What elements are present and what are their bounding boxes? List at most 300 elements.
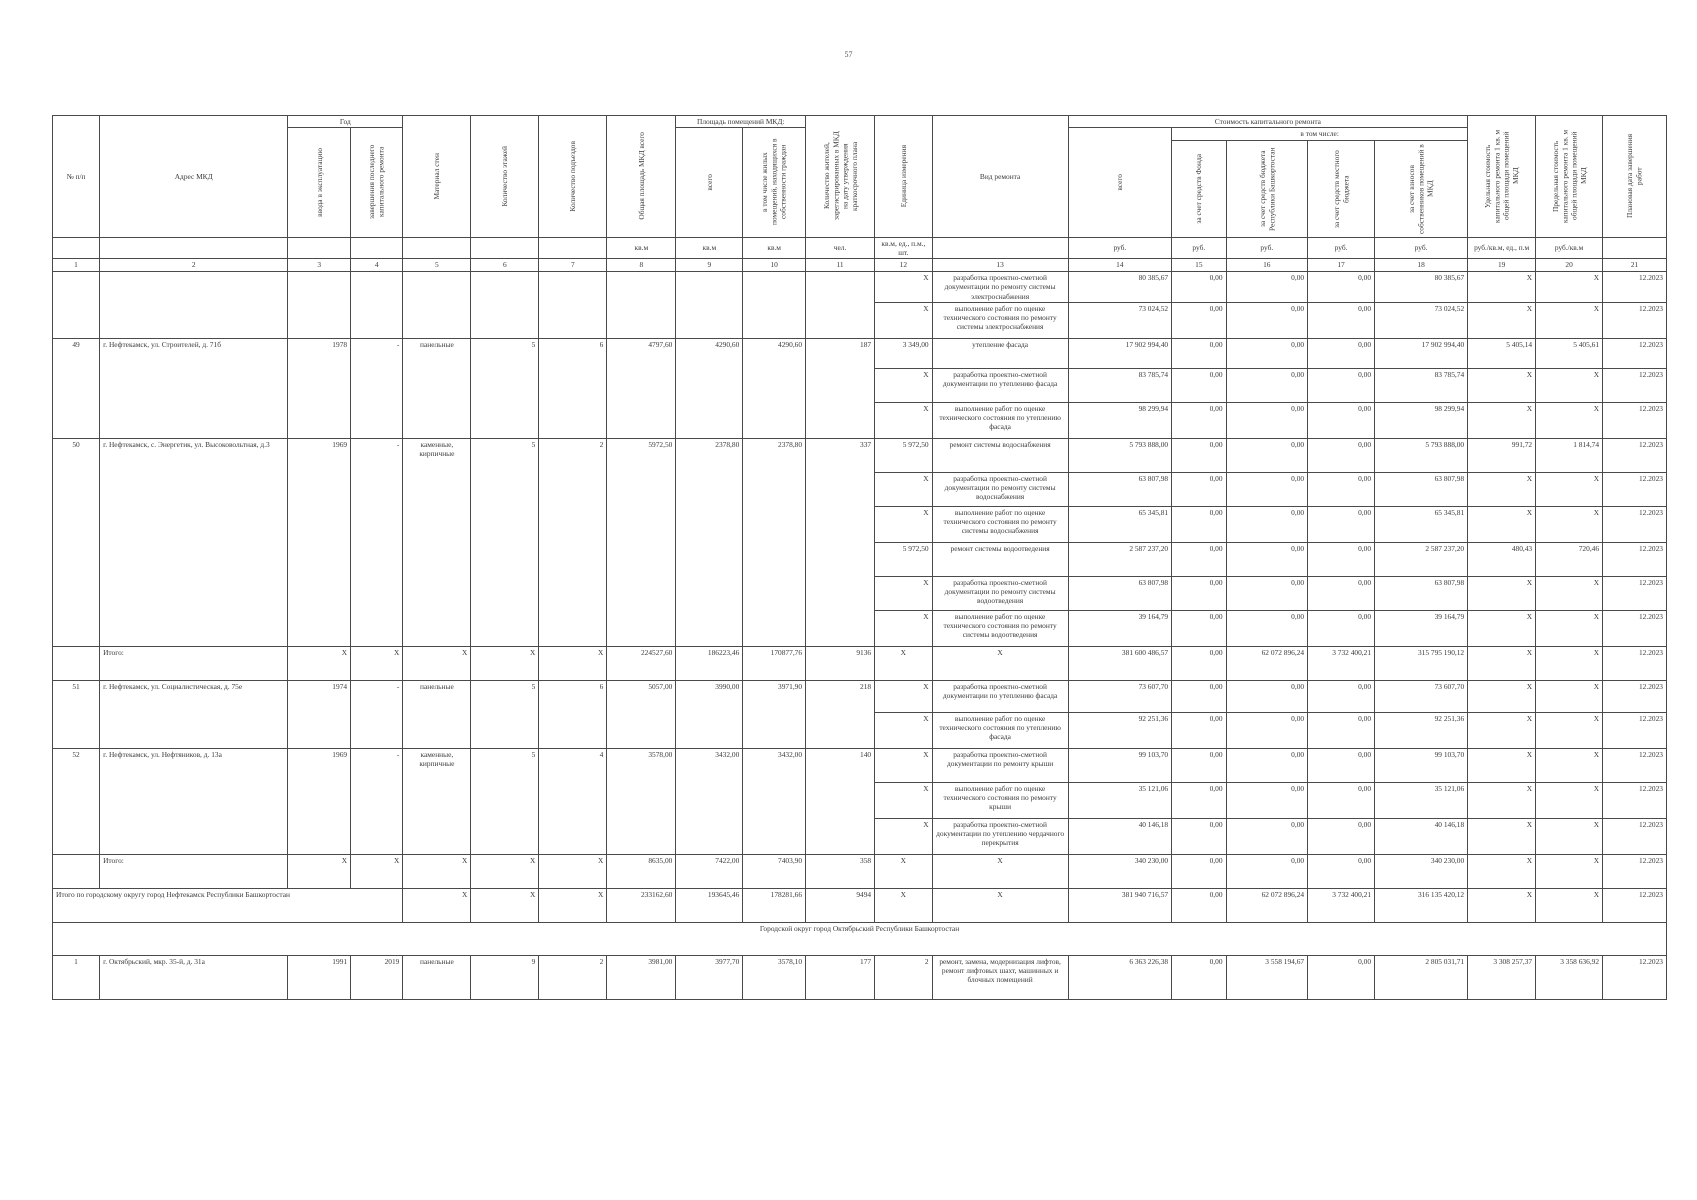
cost-republic: 0,00 [1226,302,1308,338]
unit-cell: руб. [1308,237,1375,259]
cost-total: 381 600 486,57 [1068,646,1172,680]
floors-count: X [471,888,539,922]
cost-owners: 315 795 190,12 [1375,646,1468,680]
cost-total: 340 230,00 [1068,854,1172,888]
unit-cost: X [1468,748,1536,782]
unit-cost: X [1468,782,1536,818]
column-number: 16 [1226,259,1308,272]
region-header-row [53,922,1667,955]
total-area: 5972,50 [607,438,676,646]
th-cost-fund: за счет средств Фонда [1194,153,1204,224]
unit-cost: X [1468,854,1536,888]
cost-republic: 3 558 194,67 [1226,955,1308,999]
max-cost: X [1536,302,1603,338]
repair-type: утепление фасада [932,338,1068,368]
column-number: 13 [932,259,1068,272]
cost-republic: 0,00 [1226,542,1308,576]
cost-local: 0,00 [1308,576,1375,610]
cost-total: 5 793 888,00 [1068,438,1172,472]
column-number: 10 [743,259,806,272]
unit-cost: X [1468,818,1536,854]
cost-total: 2 587 237,20 [1068,542,1172,576]
premises-area: 186223,46 [676,646,743,680]
repair-type: выполнение работ по оценке технического состояния по ремонту системы электроснабжения [932,302,1068,338]
max-cost: X [1536,472,1603,506]
cost-total: 83 785,74 [1068,368,1172,402]
plan-date: 12.2023 [1603,854,1667,888]
column-number: 6 [471,259,539,272]
th-premises-total: всего [704,174,714,191]
unit-value: X [875,646,933,680]
cost-owners: 99 103,70 [1375,748,1468,782]
page-number: 57 [844,50,853,59]
wall-material [403,272,471,339]
cost-total: 39 164,79 [1068,610,1172,646]
cost-local: 0,00 [1308,854,1375,888]
unit-cost: X [1468,646,1536,680]
cost-total: 92 251,36 [1068,712,1172,748]
column-number: 7 [539,259,607,272]
cost-republic: 0,00 [1226,506,1308,542]
cost-total: 98 299,94 [1068,402,1172,438]
cost-fund: 0,00 [1172,402,1226,438]
residential-area: 3971,90 [743,680,806,748]
cost-local: 3 732 400,21 [1308,646,1375,680]
max-cost: X [1536,680,1603,712]
residential-area [743,272,806,339]
unit-value: X [875,854,933,888]
unit-value: X [875,818,933,854]
th-floors: Количество этажей [500,146,510,207]
th-plan-date: Плановая дата завершения работ [1625,134,1644,219]
repair-type: разработка проектно-сметной документации по ремонту системы водоснабжения [932,472,1068,506]
grand-total-label: Итого по городскому округу город Нефтекамск Республики Башкортостан [53,888,403,922]
repair-type: разработка проектно-сметной документации по утеплению фасада [932,680,1068,712]
residents-count: 187 [806,338,875,438]
th-wall-material: Материал стен [432,153,442,200]
column-number: 14 [1068,259,1172,272]
table-row [53,338,1667,368]
year-last-repair: - [351,438,403,646]
unit-cell: кв.м [607,237,676,259]
cost-total: 73 024,52 [1068,302,1172,338]
unit-value: X [875,782,933,818]
plan-date: 12.2023 [1603,610,1667,646]
cost-owners: 73 607,70 [1375,680,1468,712]
cost-local: 0,00 [1308,748,1375,782]
cost-republic: 0,00 [1226,610,1308,646]
unit-cost: X [1468,680,1536,712]
unit-cost: 3 308 257,37 [1468,955,1536,999]
th-premises-group: Площадь помещений МКД: [676,116,806,128]
unit-cost: X [1468,506,1536,542]
unit-value: X [875,576,933,610]
region-title: Городской округ город Октябрьский Республики Башкортостан [53,922,1667,955]
column-number: 17 [1308,259,1375,272]
cost-republic: 0,00 [1226,818,1308,854]
year-commission: X [288,854,351,888]
cost-republic: 0,00 [1226,438,1308,472]
th-total-area: Общая площадь МКД всего [636,132,646,221]
unit-value: X [875,888,933,922]
max-cost: X [1536,646,1603,680]
unit-cell: руб. [1068,237,1172,259]
cost-republic: 0,00 [1226,680,1308,712]
year-commission: X [288,646,351,680]
table-header [53,116,1667,272]
plan-date: 12.2023 [1603,712,1667,748]
cost-total: 40 146,18 [1068,818,1172,854]
row-number [53,272,100,339]
plan-date: 12.2023 [1603,646,1667,680]
residents-count: 218 [806,680,875,748]
cost-total: 63 807,98 [1068,576,1172,610]
residents-count: 9136 [806,646,875,680]
cost-local: 0,00 [1308,302,1375,338]
total-label: Итого: [100,854,288,888]
year-commission: 1978 [288,338,351,438]
wall-material: каменные, кирпичные [403,438,471,646]
plan-date: 12.2023 [1603,302,1667,338]
cost-fund: 0,00 [1172,338,1226,368]
unit-value: 5 972,50 [875,438,933,472]
cost-owners: 5 793 888,00 [1375,438,1468,472]
residents-count [806,272,875,339]
th-num: № п/п [53,116,100,238]
cost-fund: 0,00 [1172,272,1226,303]
max-cost: X [1536,818,1603,854]
row-number: 1 [53,955,100,999]
floors-count: X [471,854,539,888]
unit-cost: X [1468,302,1536,338]
plan-date: 12.2023 [1603,402,1667,438]
table-row [53,680,1667,712]
cost-owners: 83 785,74 [1375,368,1468,402]
max-cost: X [1536,402,1603,438]
cost-fund: 0,00 [1172,438,1226,472]
plan-date: 12.2023 [1603,955,1667,999]
premises-area: 2378,80 [676,438,743,646]
cost-total: 99 103,70 [1068,748,1172,782]
repair-type: выполнение работ по оценке технического состояния по утеплению фасада [932,712,1068,748]
plan-date: 12.2023 [1603,438,1667,472]
unit-cost: X [1468,610,1536,646]
unit-cell: руб. [1226,237,1308,259]
subtotal-row [53,854,1667,888]
cost-local: 0,00 [1308,402,1375,438]
cost-republic: 0,00 [1226,782,1308,818]
column-numbers-row [53,259,1667,272]
th-address: Адрес МКД [100,116,288,238]
repair-type: выполнение работ по оценке технического состояния по ремонту системы водоотведения [932,610,1068,646]
subtotal-row [53,646,1667,680]
repair-type: ремонт системы водоотведения [932,542,1068,576]
year-last-repair: - [351,338,403,438]
table-row [53,955,1667,999]
cost-local: 0,00 [1308,610,1375,646]
house-address [100,272,288,339]
plan-date: 12.2023 [1603,782,1667,818]
residential-area: 4290,60 [743,338,806,438]
total-area: 224527,60 [607,646,676,680]
max-cost: 720,46 [1536,542,1603,576]
th-unit: Единица измерения [898,145,908,208]
cost-owners: 17 902 994,40 [1375,338,1468,368]
total-label: Итого: [100,646,288,680]
cost-total: 381 940 716,57 [1068,888,1172,922]
cost-republic: 0,00 [1226,712,1308,748]
cost-owners: 65 345,81 [1375,506,1468,542]
year-last-repair: 2019 [351,955,403,999]
cost-fund: 0,00 [1172,506,1226,542]
cost-local: 0,00 [1308,506,1375,542]
th-cost-republic: за счет средств бюджета Республики Башкортостан [1257,146,1276,231]
repair-type: разработка проектно-сметной документации по ремонту системы водоотведения [932,576,1068,610]
cost-local: 0,00 [1308,368,1375,402]
wall-material: X [403,646,471,680]
unit-value: X [875,506,933,542]
repair-type: разработка проектно-сметной документации по ремонту крыши [932,748,1068,782]
max-cost: 3 358 636,92 [1536,955,1603,999]
premises-area: 3977,70 [676,955,743,999]
max-cost: X [1536,576,1603,610]
row-number: 49 [53,338,100,438]
entrances-count: 2 [539,438,607,646]
year-last-repair: - [351,680,403,748]
total-area [607,272,676,339]
cost-total: 35 121,06 [1068,782,1172,818]
cost-republic: 62 072 896,24 [1226,888,1308,922]
column-number: 9 [676,259,743,272]
column-number: 18 [1375,259,1468,272]
th-entrances: Количество подъездов [568,140,578,212]
cost-fund: 0,00 [1172,368,1226,402]
th-cost-group: Стоимость капитального ремонта [1068,116,1468,128]
unit-value: X [875,610,933,646]
plan-date: 12.2023 [1603,680,1667,712]
house-address: г. Октябрьский, мкр. 35-й, д. 31а [100,955,288,999]
residential-area: 3578,10 [743,955,806,999]
column-number: 1 [53,259,100,272]
cost-owners: 2 587 237,20 [1375,542,1468,576]
column-number: 19 [1468,259,1536,272]
unit-cost: X [1468,576,1536,610]
cost-owners: 316 135 420,12 [1375,888,1468,922]
cost-republic: 0,00 [1226,854,1308,888]
plan-date: 12.2023 [1603,506,1667,542]
plan-date: 12.2023 [1603,748,1667,782]
unit-value: X [875,680,933,712]
max-cost: 5 405,61 [1536,338,1603,368]
repair-type: выполнение работ по оценке технического состояния по утеплению фасада [932,402,1068,438]
house-address: г. Нефтекамск, ул. Социалистическая, д. 75е [100,680,288,748]
cost-local: 0,00 [1308,955,1375,999]
cost-owners: 35 121,06 [1375,782,1468,818]
wall-material: X [403,854,471,888]
cost-fund: 0,00 [1172,542,1226,576]
plan-date: 12.2023 [1603,542,1667,576]
total-area: 233162,60 [607,888,676,922]
repair-type: ремонт системы водоснабжения [932,438,1068,472]
capital-repair-table [52,115,1667,1000]
residential-area: 2378,80 [743,438,806,646]
column-number: 12 [875,259,933,272]
entrances-count: 4 [539,748,607,854]
house-address: г. Нефтекамск, с. Энергетик, ул. Высоковольтная, д.3 [100,438,288,646]
residential-area: 178281,66 [743,888,806,922]
plan-date: 12.2023 [1603,472,1667,506]
cost-owners: 92 251,36 [1375,712,1468,748]
th-residents: Количество жителей, зарегистрированных в МКД на дату утверждения краткосрочного плана [821,131,859,221]
max-cost: X [1536,782,1603,818]
max-cost: X [1536,272,1603,303]
row-number: 52 [53,748,100,854]
cost-local: 0,00 [1308,438,1375,472]
cost-fund: 0,00 [1172,854,1226,888]
table-body [53,272,1667,1000]
year-last-repair: - [351,748,403,854]
plan-date: 12.2023 [1603,888,1667,922]
unit-cost: 5 405,14 [1468,338,1536,368]
unit-value: 2 [875,955,933,999]
unit-cell: руб./кв.м, ед., п.м [1468,237,1536,259]
cost-fund: 0,00 [1172,302,1226,338]
residents-count: 140 [806,748,875,854]
unit-cell: кв.м, ед., п.м., шт. [875,237,933,259]
repair-type: X [932,854,1068,888]
empty-cell [53,646,100,680]
th-year-group: Год [288,116,403,128]
entrances-count: X [539,854,607,888]
plan-date: 12.2023 [1603,576,1667,610]
residential-area: 170877,76 [743,646,806,680]
unit-cost: 480,43 [1468,542,1536,576]
cost-local: 3 732 400,21 [1308,888,1375,922]
cost-owners: 340 230,00 [1375,854,1468,888]
units-row [53,237,1667,259]
entrances-count: 6 [539,338,607,438]
max-cost: 1 814,74 [1536,438,1603,472]
residents-count: 337 [806,438,875,646]
total-area: 4797,60 [607,338,676,438]
cost-owners: 2 805 031,71 [1375,955,1468,999]
th-cost-local: за счет средств местного бюджета [1331,149,1351,228]
unit-cost: X [1468,368,1536,402]
column-number: 3 [288,259,351,272]
column-number: 21 [1603,259,1667,272]
unit-cell: руб. [1172,237,1226,259]
cost-republic: 0,00 [1226,338,1308,368]
total-area: 3981,00 [607,955,676,999]
unit-cost: X [1468,712,1536,748]
premises-area: 3432,00 [676,748,743,854]
unit-cost: 991,72 [1468,438,1536,472]
plan-date: 12.2023 [1603,338,1667,368]
cost-local: 0,00 [1308,542,1375,576]
year-last-repair: X [351,854,403,888]
cost-local: 0,00 [1308,818,1375,854]
year-commission: 1969 [288,748,351,854]
th-unit-cost: Удельная стоимость капитального ремонта 1 кв. м общей площади помещений МКД [1483,129,1520,223]
cost-republic: 62 072 896,24 [1226,646,1308,680]
premises-area: 193645,46 [676,888,743,922]
unit-value: X [875,712,933,748]
max-cost: X [1536,610,1603,646]
year-commission: 1974 [288,680,351,748]
unit-cost: X [1468,402,1536,438]
unit-cost: X [1468,272,1536,303]
floors-count: 5 [471,748,539,854]
entrances-count: X [539,646,607,680]
floors-count: X [471,646,539,680]
unit-cost: X [1468,472,1536,506]
cost-local: 0,00 [1308,782,1375,818]
unit-value: 5 972,50 [875,542,933,576]
unit-value: 3 349,00 [875,338,933,368]
unit-value: X [875,402,933,438]
repair-type: выполнение работ по оценке технического состояния по ремонту крыши [932,782,1068,818]
total-area: 8635,00 [607,854,676,888]
entrances-count: 6 [539,680,607,748]
th-year-commission: ввода в эксплуатацию [314,147,324,217]
column-number: 5 [403,259,471,272]
cost-owners: 63 807,98 [1375,472,1468,506]
empty-cell [53,854,100,888]
max-cost: X [1536,712,1603,748]
cost-total: 17 902 994,40 [1068,338,1172,368]
cost-owners: 98 299,94 [1375,402,1468,438]
cost-fund: 0,00 [1172,782,1226,818]
max-cost: X [1536,854,1603,888]
cost-fund: 0,00 [1172,748,1226,782]
floors-count: 9 [471,955,539,999]
repair-type: X [932,888,1068,922]
cost-fund: 0,00 [1172,712,1226,748]
floors-count [471,272,539,339]
wall-material: панельные [403,338,471,438]
cost-fund: 0,00 [1172,680,1226,712]
plan-date: 12.2023 [1603,818,1667,854]
th-max-cost: Предельная стоимость капитального ремонта 1 кв. м общей площади помещений МКД [1550,129,1588,223]
repair-type: X [932,646,1068,680]
wall-material: X [403,888,471,922]
cost-republic: 0,00 [1226,368,1308,402]
cost-republic: 0,00 [1226,402,1308,438]
cost-fund: 0,00 [1172,472,1226,506]
repair-type: ремонт, замена, модернизация лифтов, ремонт лифтовых шахт, машинных и блочных помещений [932,955,1068,999]
row-number: 50 [53,438,100,646]
wall-material: панельные [403,955,471,999]
unit-cost: X [1468,888,1536,922]
wall-material: панельные [403,680,471,748]
cost-local: 0,00 [1308,272,1375,303]
th-cost-total: всего [1115,174,1125,191]
cost-total: 65 345,81 [1068,506,1172,542]
cost-owners: 63 807,98 [1375,576,1468,610]
cost-total: 80 385,67 [1068,272,1172,303]
cost-owners: 80 385,67 [1375,272,1468,303]
cost-republic: 0,00 [1226,748,1308,782]
cost-total: 6 363 226,38 [1068,955,1172,999]
cost-republic: 0,00 [1226,272,1308,303]
premises-area: 3990,00 [676,680,743,748]
floors-count: 5 [471,338,539,438]
unit-cell: руб./кв.м [1536,237,1603,259]
residents-count: 358 [806,854,875,888]
entrances-count: X [539,888,607,922]
year-commission: 1969 [288,438,351,646]
unit-cell: кв.м [743,237,806,259]
